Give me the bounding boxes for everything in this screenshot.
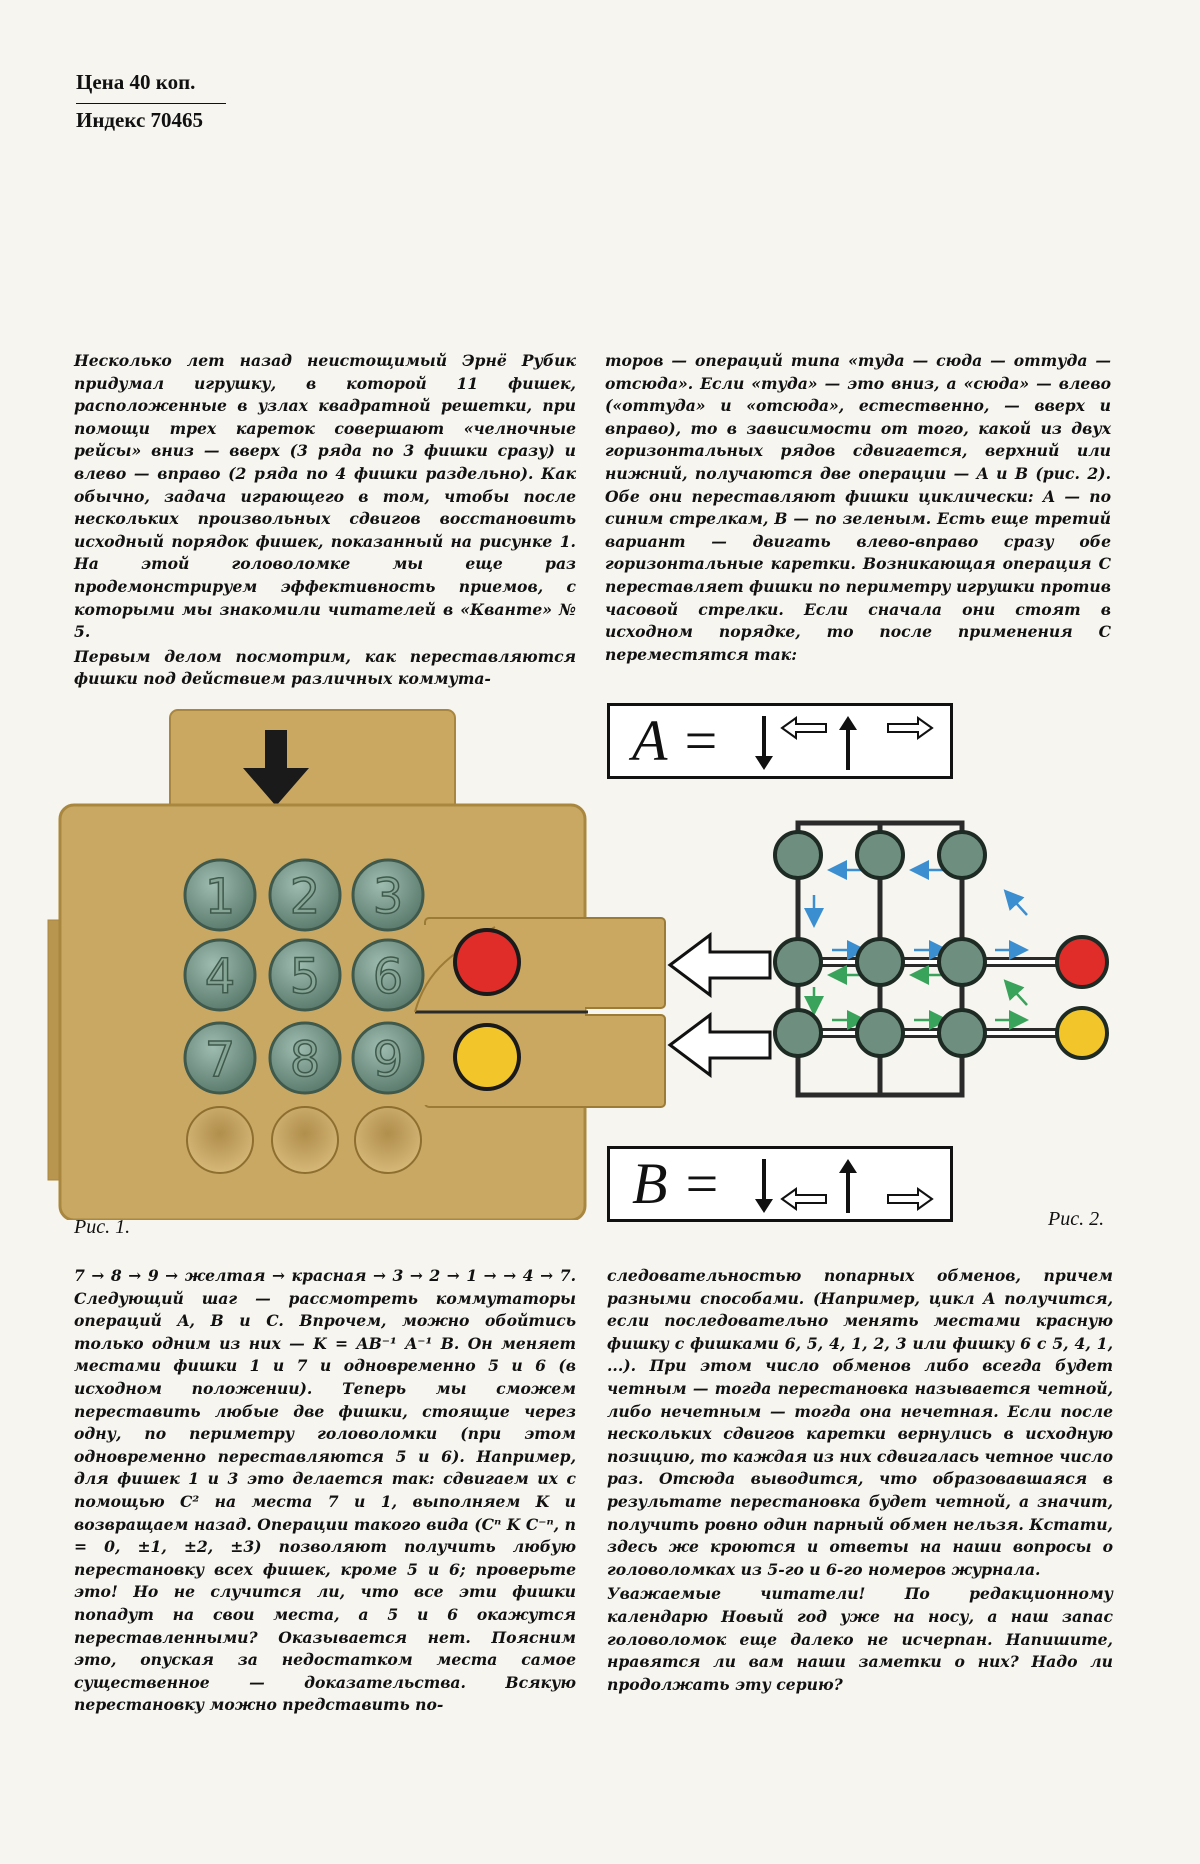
up-arrow-icon (839, 1159, 857, 1213)
empty-hole (187, 1107, 253, 1173)
top-left-column (74, 350, 576, 691)
figure-1-caption: Рис. 1. (74, 1216, 131, 1238)
bottom-left-column (74, 1265, 576, 1717)
index-label: Индекс 70465 (76, 108, 204, 132)
paragraph: Уважаемые читатели! По редакционному календарю Новый год уже на носу, а наш запас головоломок еще далеко не исчерпан. Напишите, нравятся ли вам наши заметки о них? Надо ли продолжать эту серию? (607, 1584, 1113, 1694)
formula-a-box (607, 703, 953, 779)
empty-hole (355, 1107, 421, 1173)
node (857, 939, 903, 985)
chip-7 (185, 1023, 255, 1093)
chip-label: 9 (372, 1032, 404, 1088)
blue-arrow (1007, 893, 1027, 915)
formula-b-box (607, 1146, 953, 1222)
down-arrow-icon (755, 1159, 773, 1213)
right-hollow-arrow-icon (888, 718, 932, 738)
figure-2-caption: Рис. 2. (1048, 1208, 1105, 1230)
left-hollow-arrow-icon (782, 1189, 826, 1209)
node (775, 1010, 821, 1056)
figure-2-diagram (762, 815, 1122, 1105)
down-arrow-icon (755, 716, 773, 770)
node (939, 832, 985, 878)
node (775, 939, 821, 985)
paragraph: Первым делом посмотрим, как переставляются фишки под действием различных коммута- (74, 646, 576, 689)
chip-3 (353, 860, 423, 930)
yellow-node (1057, 1008, 1107, 1058)
chip-label: 1 (204, 869, 236, 925)
left-arrow-icon (665, 930, 775, 1000)
bottom-right-column (607, 1265, 1113, 1696)
node (775, 832, 821, 878)
node (857, 1010, 903, 1056)
chip-2 (270, 860, 340, 930)
chip-label: 4 (204, 949, 236, 1005)
left-arrow-icon (665, 1010, 775, 1080)
chip-label: 3 (372, 869, 404, 925)
node (857, 832, 903, 878)
paragraph: следовательностью попарных обменов, причем разными способами. (Например, цикл A получится, если последовательно менять местами красную фишку с фишками 6, 5, 4, 1, 2, 3 или фишку 6 с 5, 4, 1, ...). При этом число обменов либо всегда будет четным — тогда перестановка называется четной, либо нечетным — тогда она нечетная. Если после нескольких сдвигов каретки вернулись в исходную позицию, то каждая из них сдвигалась четное число раз. Отсюда выводится, что образовавшаяся в результате перестановка будет четной, а значит, получить ровно один парный обмен нельзя. Кстати, здесь же кроются и ответы на наши вопросы о головоломках из 5-го и 6-го номеров журнала. (607, 1266, 1113, 1579)
up-arrow-icon (839, 716, 857, 770)
chip-1 (185, 860, 255, 930)
chip-5 (270, 940, 340, 1010)
node (939, 939, 985, 985)
chip-4 (185, 940, 255, 1010)
formula-a-label: A = (632, 708, 721, 773)
paragraph: торов — операций типа «туда — сюда — оттуда — отсюда». Если «туда» — это вниз, а «сюда» — влево («оттуда» и «отсюда», естественно, — вверх и вправо), то в зависимости от того, какой из двух горизонтальных рядов сдвигается, верхний или нижний, получаются две операции — A и B (рис. 2). Обе они переставляют фишки циклически: A — по синим стрелкам, B — по зеленым. Есть еще третий вариант — двигать влево-вправо сразу обе горизонтальные каретки. Возникающая операция C переставляет фишки по периметру игрушки против часовой стрелки. Если сначала они стоят в исходном порядке, то после применения C переместятся так: (605, 351, 1111, 664)
node (939, 1010, 985, 1056)
right-hollow-arrow-icon (888, 1189, 932, 1209)
red-node (1057, 937, 1107, 987)
paragraph: Несколько лет назад неистощимый Эрнё Рубик придумал игрушку, в которой 11 фишек, расположенные в узлах квадратной решетки, при помощи трех кареток совершают «челночные рейсы» вниз — вверх (3 ряда по 3 фишки сразу) и влево — вправо (2 ряда по 4 фишки раздельно). Как обычно, задача играющего в том, чтобы после нескольких произвольных сдвигов восстановить исходный порядок фишек, показанный на рисунке 1. На этой головоломке мы еще раз продемонстрируем эффективность приемов, с которыми мы знакомили читателей в «Кванте» № 5. (74, 351, 576, 642)
chip-8 (270, 1023, 340, 1093)
figure-1-puzzle (40, 700, 670, 1220)
paragraph: 7 → 8 → 9 → желтая → красная → 3 → 2 → 1 → → 4 → 7. Следующий шаг — рассмотреть коммутаторы операций A, B и C. Впрочем, можно обойтись только одним из них — K = AB⁻¹ A⁻¹ B. Он меняет местами фишки 1 и 7 и одновременно 5 и 6 (в исходном положении). Теперь мы сможем переставить любые две фишки, стоящие через одну, по периметру головоломки (при этом одновременно переставляются 5 и 6). Например, для фишек 1 и 3 это делается так: сдвигаем их с помощью C² на места 7 и 1, выполняем K и возвращаем назад. Операции такого вида (Cⁿ K C⁻ⁿ, n = 0, ±1, ±2, ±3) позволяют получить любую перестановку всех фишек, кроме 5 и 6; проверьте это! Но не случится ли, что все эти фишки попадут на свои места, а 5 и 6 окажутся переставленными? Оказывается нет. Поясним это, опуская за недостатком места самое существенное — доказательства. Всякую перестановку можно представить по- (74, 1266, 576, 1715)
formula-a-arrows (750, 708, 945, 774)
chip-6 (353, 940, 423, 1010)
green-arrow (1007, 983, 1027, 1005)
chip-label: 2 (289, 869, 321, 925)
header-divider (76, 103, 226, 104)
chip-9 (353, 1023, 423, 1093)
empty-hole (272, 1107, 338, 1173)
chip-label: 6 (372, 949, 404, 1005)
chip-label: 5 (289, 949, 321, 1005)
formula-b-arrows (750, 1151, 945, 1217)
chip-label: 7 (204, 1032, 236, 1088)
chip-label: 8 (289, 1032, 321, 1088)
price-label: Цена 40 коп. (76, 70, 196, 94)
left-hollow-arrow-icon (782, 718, 826, 738)
top-right-column (605, 350, 1111, 666)
formula-b-label: B = (632, 1151, 722, 1216)
